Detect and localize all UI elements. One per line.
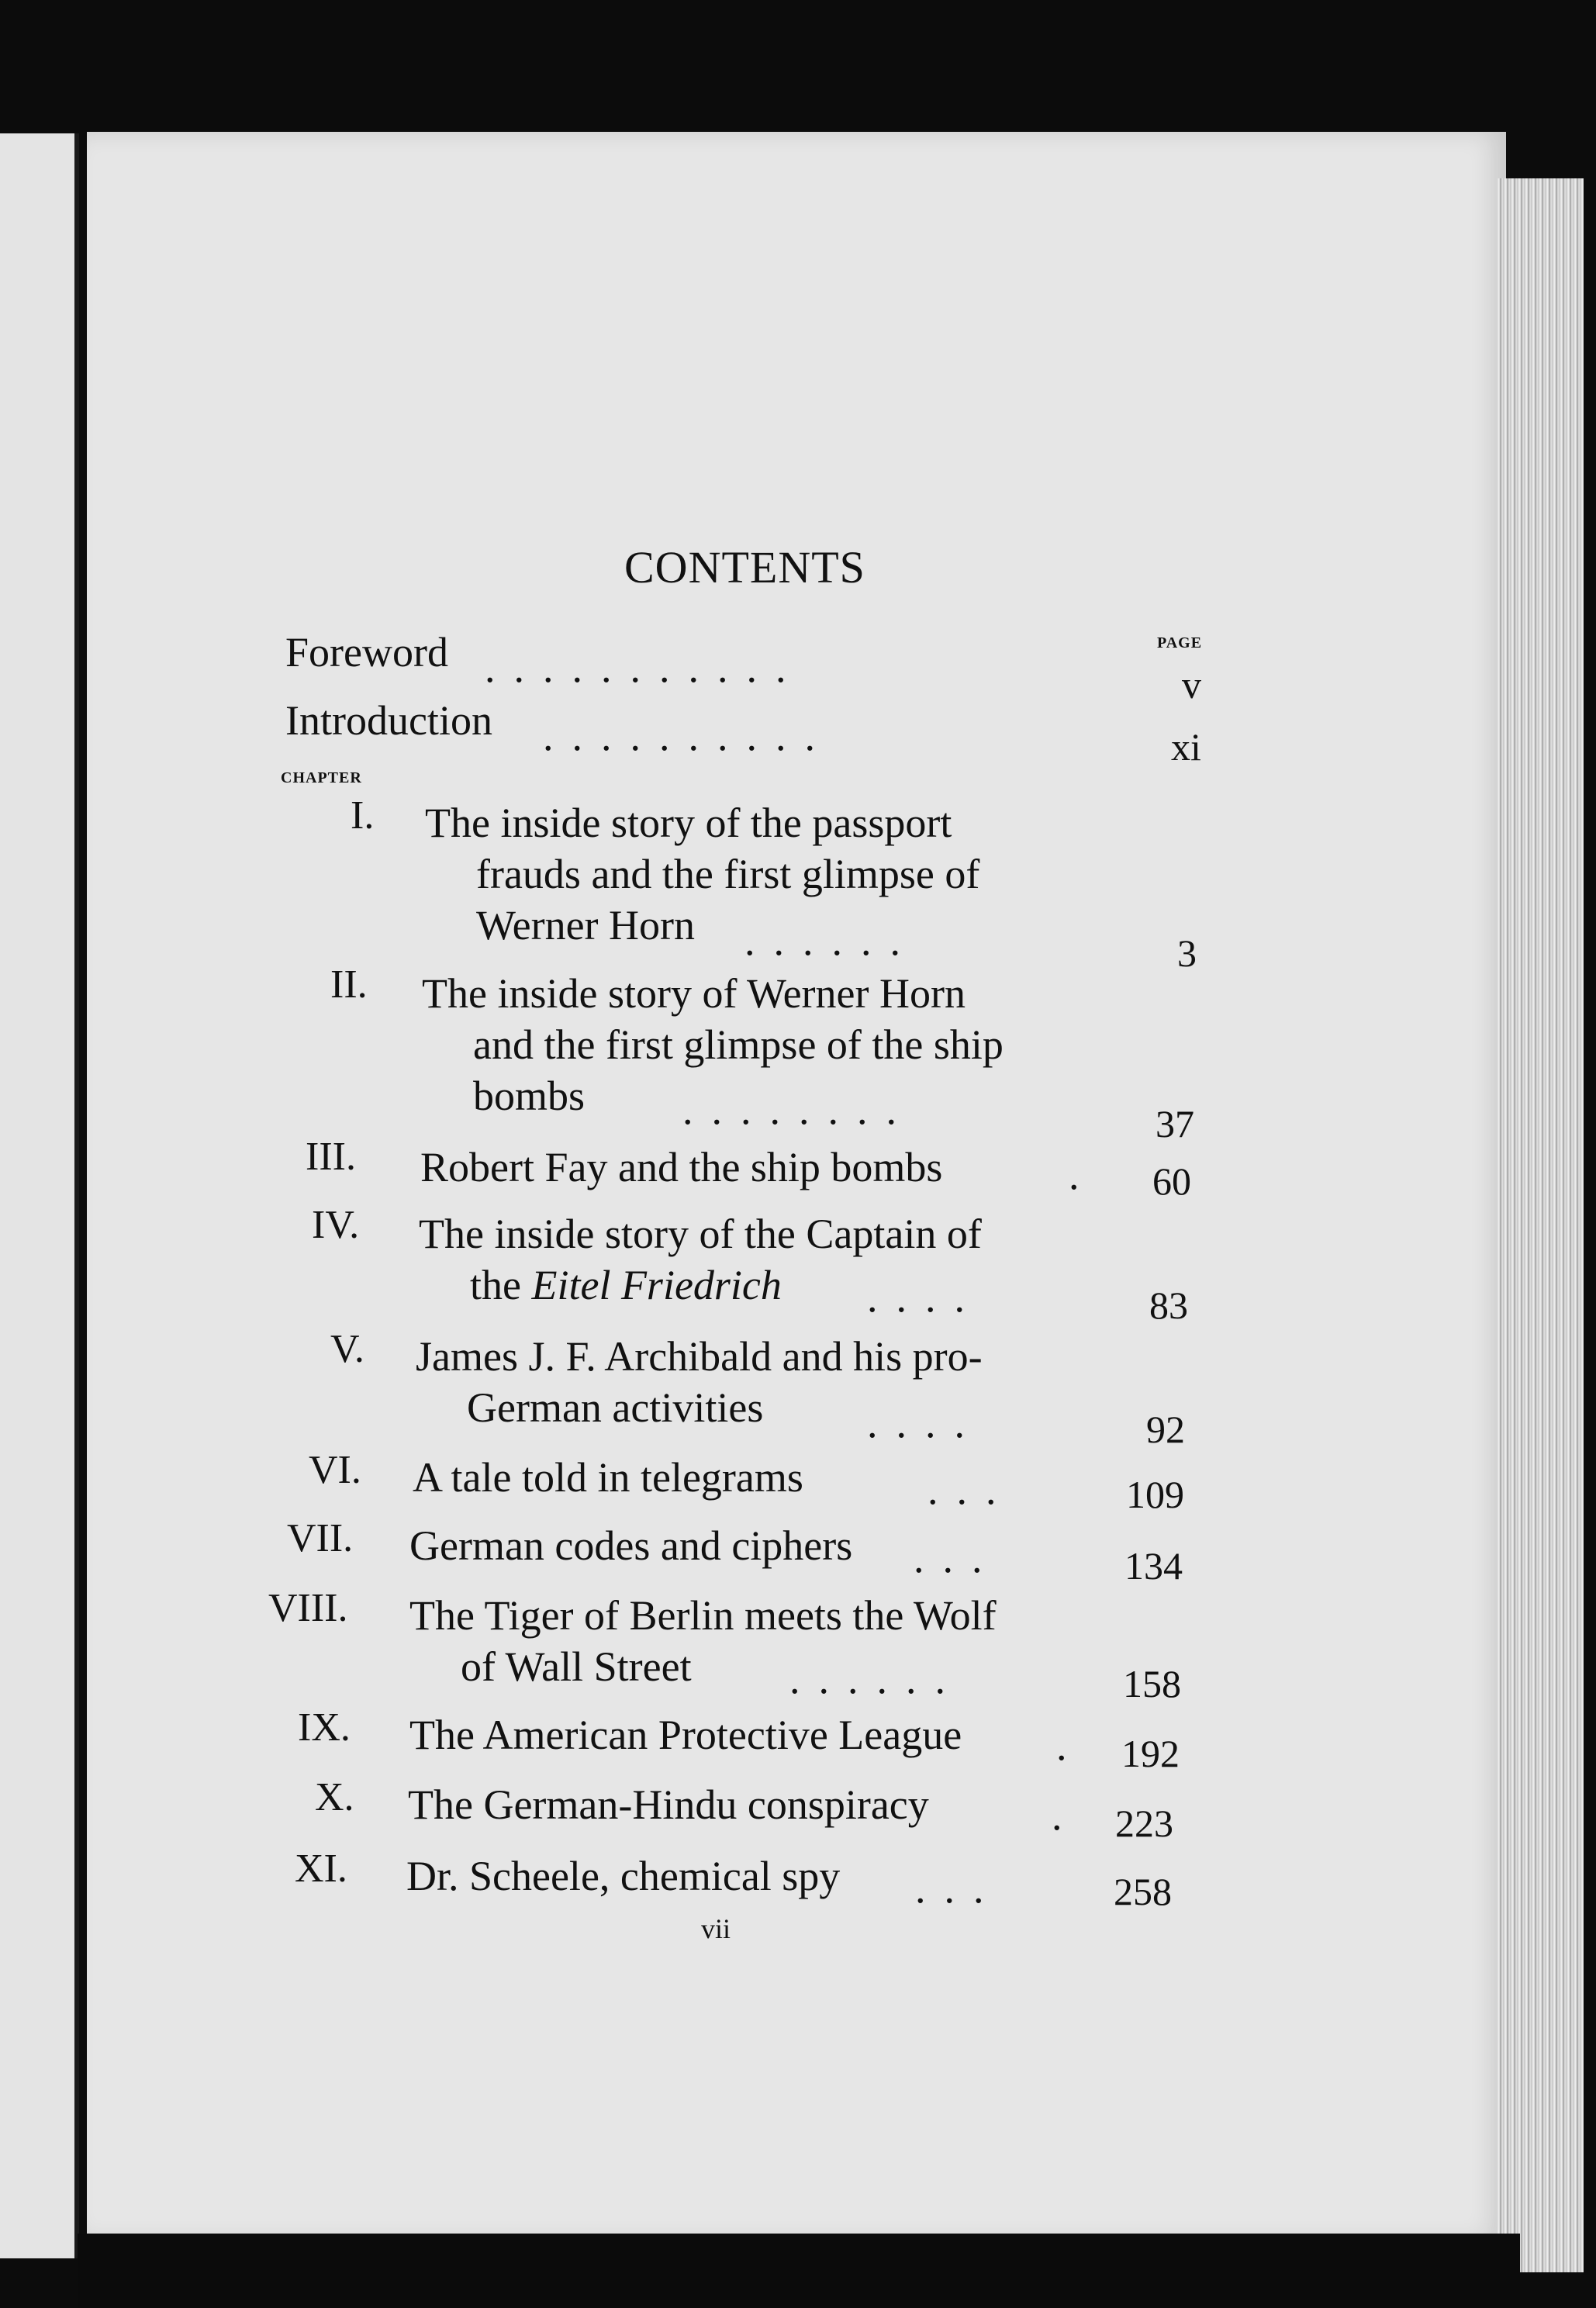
toc-entry-foreword: Foreword: [285, 629, 448, 675]
chapter-page: 83: [1149, 1284, 1188, 1327]
chapter-number: II.: [330, 962, 368, 1007]
chapter-page: 258: [1114, 1870, 1172, 1913]
chapter-number: III.: [306, 1135, 356, 1179]
chapter-number: I.: [351, 793, 375, 838]
leader-dots: ...: [928, 1467, 1015, 1513]
leader-dots: .: [1056, 1722, 1086, 1769]
chapter-page: 109: [1126, 1473, 1184, 1516]
chapter-title-line: [470, 1261, 782, 1309]
chapter-page: 3: [1177, 931, 1197, 975]
leader-dots: ...: [915, 1865, 1003, 1912]
chapter-title-line: James J. F. Archibald and his pro-: [416, 1333, 983, 1380]
chapter-page: 37: [1156, 1102, 1194, 1145]
chapter-title-line: German codes and ciphers: [409, 1522, 853, 1569]
leader-dots: ......: [744, 917, 919, 964]
chapter-title-line: The American Protective League: [409, 1712, 962, 1758]
page-column-label: PAGE: [1157, 634, 1203, 651]
page-folio: vii: [701, 1913, 731, 1944]
chapter-title-line: Robert Fay and the ship bombs: [420, 1144, 943, 1190]
chapter-title-line: German activities: [467, 1384, 764, 1431]
chapter-title-line: Dr. Scheele, chemical spy: [406, 1853, 841, 1899]
chapter-number: IX.: [298, 1705, 351, 1750]
chapter-title-line: The inside story of Werner Horn: [422, 970, 966, 1017]
chapter-page: 92: [1146, 1408, 1185, 1451]
chapter-title-line: bombs: [473, 1073, 586, 1119]
chapter-number: VIII.: [268, 1586, 348, 1630]
chapter-title-line: The inside story of the passport: [425, 800, 952, 846]
leader-dots: ...: [914, 1535, 1001, 1581]
chapter-title-line: The Tiger of Berlin meets the Wolf: [409, 1592, 997, 1639]
chapter-title-italic: Eitel Friedrich: [531, 1262, 782, 1308]
chapter-page: 134: [1124, 1544, 1183, 1588]
leader-dots: ..........: [543, 713, 834, 759]
chapter-title-line: The inside story of the Captain of: [419, 1211, 982, 1257]
chapter-title-line: frauds and the first glimpse of: [476, 851, 980, 897]
bottom-shadow: [78, 2234, 1520, 2308]
contents-heading: CONTENTS: [624, 542, 865, 593]
chapter-number: V.: [330, 1327, 364, 1371]
chapter-page: 158: [1123, 1662, 1181, 1705]
chapter-number: IV.: [312, 1203, 360, 1247]
chapter-title-line: A tale told in telegrams: [413, 1454, 803, 1501]
chapter-number: VII.: [287, 1516, 354, 1560]
leader-dots: ....: [867, 1400, 983, 1446]
page-stack-edge: [1497, 178, 1584, 2272]
chapter-column-label: CHAPTER: [281, 769, 362, 786]
toc-entry-introduction: Introduction: [285, 697, 492, 744]
leader-dots: ......: [789, 1656, 964, 1702]
chapter-title-text: the: [470, 1262, 521, 1308]
leader-dots: ........: [682, 1087, 915, 1133]
chapter-number: X.: [315, 1775, 354, 1819]
leader-dots: ....: [867, 1274, 983, 1321]
leader-dots: ...........: [485, 644, 805, 691]
leader-dots: .: [1069, 1152, 1098, 1198]
chapter-number: XI.: [295, 1847, 347, 1891]
chapter-page: 60: [1152, 1159, 1191, 1203]
chapter-page: 223: [1115, 1802, 1173, 1845]
chapter-title-line: Werner Horn: [476, 902, 696, 948]
toc-page-foreword: v: [1182, 663, 1201, 707]
chapter-number: VI.: [309, 1448, 361, 1492]
toc-page-introduction: xi: [1171, 725, 1201, 769]
chapter-page: 192: [1121, 1732, 1180, 1775]
chapter-title-line: and the first glimpse of the ship: [473, 1021, 1004, 1068]
leader-dots: .: [1052, 1792, 1081, 1839]
facing-page-edge: [0, 133, 79, 2258]
chapter-title-line: The German-Hindu conspiracy: [408, 1781, 929, 1828]
chapter-title-line: of Wall Street: [461, 1643, 692, 1690]
